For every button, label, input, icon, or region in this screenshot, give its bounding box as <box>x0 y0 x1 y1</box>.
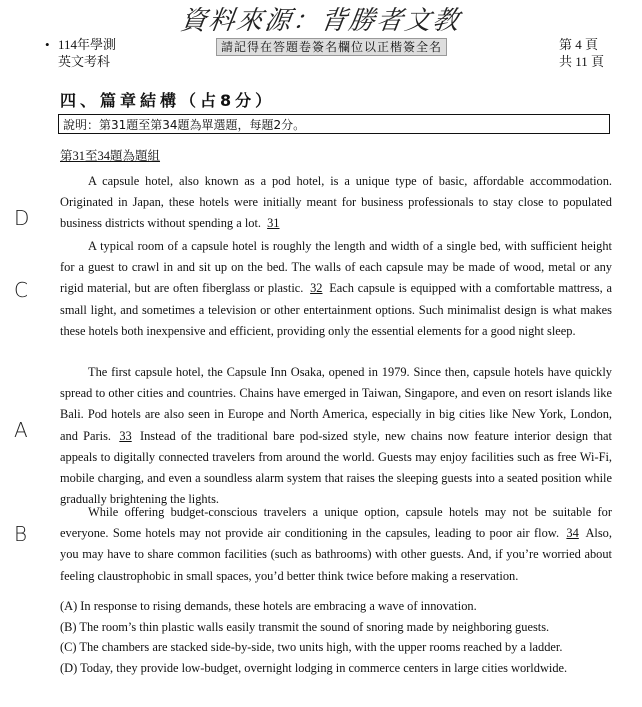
paragraph-4: While offering budget-conscious travelers a unique option, capsule hotels may not be suitable for everyone. Some hotels may not provide air conditioning in the capsules, leading to poor air flow. 34 Also, you may have to share common facilities (such as bathrooms) with other guests. And, if you’re worried about feeling claustrophobic in small spaces, you’d better think twice before making a reservation. <box>60 505 612 583</box>
source-watermark: 資料來源：背勝者文教 <box>178 6 463 36</box>
option-a: (A) In response to rising demands, these hotels are embracing a wave of innovation. <box>60 599 477 613</box>
paragraph-1: A capsule hotel, also known as a pod hotel, is a unique type of basic, affordable accommodation. Originated in Japan, these hotels were initially meant for business professionals to stay close to populated business districts without spending a lot. 31 <box>60 174 612 231</box>
section-instruction: 說明：第31題至第34題為單選題，每題2分。 <box>58 114 610 134</box>
paragraph-3: The first capsule hotel, the Capsule Inn Osaka, opened in 1979. Since then, capsule hotels have quickly spread to other cities and countries. Chains have emerged in Taiwan, Singapore, and even on resort islands like Bali. Pod hotels are also seen in Europe and North America, especially in big cities like New York, London, and Paris. 33 Instead of the traditional bare pod-sized style, new chains now feature interior design that appeals to digitally connected travelers from around the world. Guests may enjoy facilities such as free Wi-Fi, mobile charging, and even a soundless alarm system that raises the sleeping guests into a seated position while gradually brightening the lights. <box>60 365 612 507</box>
blank-33: 33 <box>119 428 132 443</box>
handwritten-answer: A <box>14 418 28 442</box>
answer-options <box>60 596 620 678</box>
page-number: 第 4 頁 <box>559 37 599 52</box>
exam-year: 114年學測 <box>58 37 117 52</box>
exam-info <box>45 36 117 70</box>
option-c: (C) The chambers are stacked side-by-side, two units high, with the upper rooms reached by a ladder. <box>60 640 563 654</box>
blank-34: 34 <box>566 526 579 541</box>
page-total: 共 11 頁 <box>559 54 605 69</box>
page-info <box>559 36 604 70</box>
blank-32: 32 <box>310 281 323 296</box>
handwritten-answer: D <box>14 206 30 230</box>
bullet-mark: • <box>45 37 50 52</box>
section-title: 四、篇章結構（占8分） <box>60 91 276 110</box>
group-label: 第31至34題為題組 <box>60 149 161 163</box>
signature-notice: 請記得在答題卷簽名欄位以正楷簽全名 <box>216 38 447 56</box>
blank-31: 31 <box>267 216 280 231</box>
handwritten-answer: B <box>14 522 28 546</box>
handwritten-answer: C <box>14 278 28 302</box>
subject: 英文考科 <box>58 54 111 69</box>
option-b: (B) The room’s thin plastic walls easily transmit the sound of snoring made by neighboring guests. <box>60 619 550 634</box>
paragraph-2: A typical room of a capsule hotel is roughly the length and width of a single bed, with sufficient height for a guest to crawl in and sit up on the bed. The walls of each capsule may be made of wood, metal or any rigid material, but are often fiberglass or plastic. 32 Each capsule is equipped with a comfortable mattress, a small light, and sometimes a television or other entertainment options. Such minimalist design is what makes these hotels both inexpensive and efficient, providing only the essential elements for a good night sleep. <box>60 239 612 338</box>
option-d: (D) Today, they provide low-budget, overnight lodging in commerce centers in large cities worldwide. <box>60 660 568 675</box>
